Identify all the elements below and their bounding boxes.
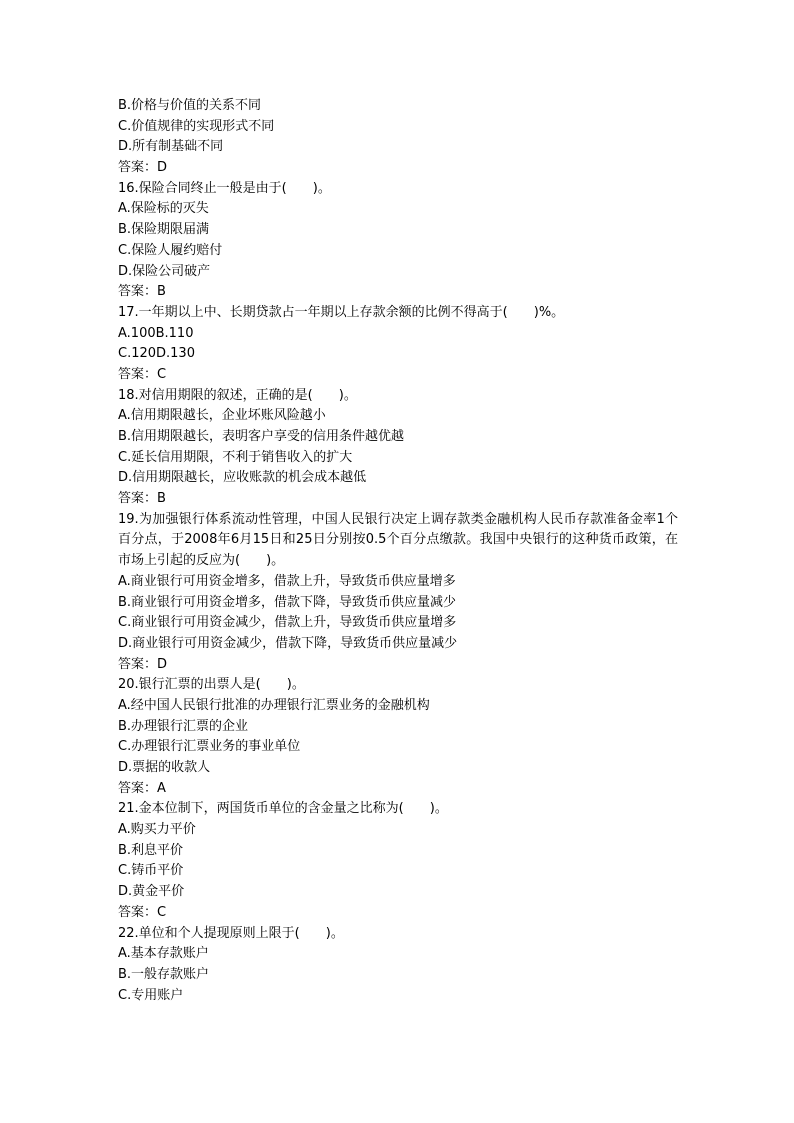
option-line: D.保险公司破产 — [118, 263, 211, 279]
option-line: C.120D.130 — [118, 346, 195, 362]
option-line: A.商业银行可用资金增多，借款上升，导致货币供应量增多 — [118, 573, 456, 589]
question-line: 16.保险合同终止一般是由于( )。 — [118, 180, 331, 196]
option-line: B.一般存款账户 — [118, 966, 210, 982]
option-line: C.保险人履约赔付 — [118, 242, 223, 258]
question-line: 21.金本位制下，两国货币单位的含金量之比称为( )。 — [118, 801, 448, 817]
option-line: C.商业银行可用资金减少，借款上升，导致货币供应量增多 — [118, 615, 457, 631]
option-line: C.延长信用期限，不利于销售收入的扩大 — [118, 449, 353, 465]
option-line: A.保险标的灭失 — [118, 201, 209, 217]
option-line: C.铸币平价 — [118, 863, 184, 879]
option-line: D.黄金平价 — [118, 884, 185, 900]
option-line: B.利息平价 — [118, 842, 184, 858]
option-line: D.商业银行可用资金减少，借款下降，导致货币供应量减少 — [118, 635, 458, 651]
answer-line: 答案：D — [118, 656, 168, 672]
option-line: D.信用期限越长，应收账款的机会成本越低 — [118, 470, 367, 486]
option-line: D.所有制基础不同 — [118, 139, 224, 155]
answer-line: 答案：C — [118, 366, 167, 382]
option-line: C.价值规律的实现形式不同 — [118, 118, 275, 134]
option-line: A.信用期限越长，企业坏账风险越小 — [118, 408, 326, 424]
answer-line: 答案：B — [118, 284, 166, 300]
option-line: B.办理银行汇票的企业 — [118, 718, 249, 734]
answer-line: 答案：A — [118, 780, 166, 796]
question-line: 17.一年期以上中、长期贷款占一年期以上存款余额的比例不得高于( )%。 — [118, 304, 565, 320]
answer-line: 答案：C — [118, 904, 167, 920]
document-body — [118, 96, 678, 1006]
option-line: C.专用账户 — [118, 987, 184, 1003]
question-line: 18.对信用期限的叙述，正确的是( )。 — [118, 387, 357, 403]
option-line: B.信用期限越长，表明客户享受的信用条件越优越 — [118, 429, 405, 444]
question-line: 22.单位和个人提现原则上限于( )。 — [118, 925, 344, 941]
answer-line: 答案：B — [118, 491, 166, 507]
answer-line: 答案：D — [118, 160, 168, 176]
option-line: D.票据的收款人 — [118, 760, 211, 776]
option-line: A.100B.110 — [118, 325, 194, 341]
option-line: B.价格与价值的关系不同 — [118, 98, 262, 113]
option-line: A.经中国人民银行批准的办理银行汇票业务的金融机构 — [118, 697, 430, 713]
question-line: 20.银行汇票的出票人是( )。 — [118, 677, 305, 693]
option-line: A.基本存款账户 — [118, 946, 209, 962]
option-line: B.商业银行可用资金增多，借款下降，导致货币供应量减少 — [118, 594, 457, 610]
question-paragraph: 19.为加强银行体系流动性管理，中国人民银行决定上调存款类金融机构人民币存款准备金率1个百分点，于2008年6月15日和25日分别按0.5个百分点缴款。我国中央银行的这种货币政策，在市场上引起的反应为( )。 — [118, 511, 678, 569]
option-line: B.保险期限届满 — [118, 222, 210, 238]
option-line: C.办理银行汇票业务的事业单位 — [118, 739, 301, 755]
option-line: A.购买力平价 — [118, 822, 196, 838]
